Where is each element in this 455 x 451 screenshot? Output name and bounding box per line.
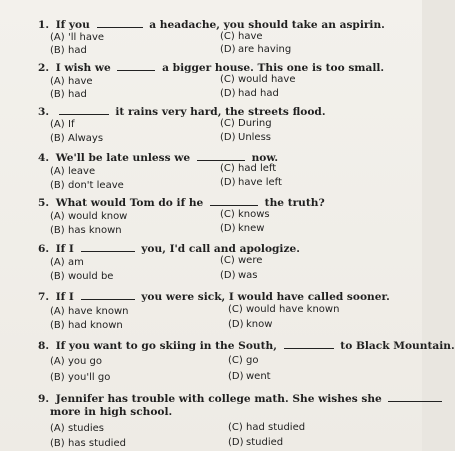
stem-before-blank: I wish we <box>55 62 111 74</box>
stem-after-blank: to Black Mountain. <box>340 340 455 352</box>
answer-blank[interactable] <box>81 241 135 252</box>
answer-blank[interactable] <box>388 391 442 402</box>
question-number: 5. <box>38 197 50 209</box>
option-c[interactable]: (C) had left <box>220 163 277 174</box>
option-d-text: are having <box>238 44 292 55</box>
option-c-text: knows <box>238 209 270 220</box>
option-b[interactable]: (B) has studied <box>50 438 126 449</box>
option-b[interactable]: (B) had <box>50 89 87 100</box>
stem-after-blank: a headache, you should take an aspirin. <box>149 19 385 31</box>
option-b[interactable]: (B) had <box>50 45 87 56</box>
option-a-text: 'll have <box>68 32 105 43</box>
option-d[interactable]: (D) have left <box>220 177 282 188</box>
option-c-text: were <box>238 255 263 266</box>
option-b[interactable]: (B) Always <box>50 133 104 144</box>
question-number: 1. <box>38 19 50 31</box>
question-number: 2. <box>38 62 50 74</box>
option-d[interactable]: (D) went <box>228 371 271 382</box>
answer-blank[interactable] <box>197 150 245 161</box>
option-c[interactable]: (C) were <box>220 255 263 266</box>
stem-before-blank: If you want to go skiing in the South, <box>55 340 277 352</box>
option-b[interactable]: (B) you'll go <box>50 372 111 383</box>
stem-after-blank: you, I'd call and apologize. <box>141 243 300 255</box>
stem-before-blank: What would Tom do if he <box>55 197 204 209</box>
option-a-text: have known <box>68 306 129 317</box>
question-number: 4. <box>38 152 50 164</box>
option-d[interactable]: (D) knew <box>220 223 265 234</box>
answer-blank[interactable] <box>117 60 155 71</box>
option-b-text: had <box>68 45 87 56</box>
stem-after-blank: a bigger house. This one is too small. <box>162 62 385 74</box>
stem-before-blank: If I <box>55 291 74 303</box>
option-a[interactable]: (A) 'll have <box>50 32 105 43</box>
answer-blank[interactable] <box>97 17 143 28</box>
option-a[interactable]: (A) have known <box>50 306 129 317</box>
option-a-text: you go <box>68 356 103 367</box>
option-d-text: was <box>238 270 258 281</box>
option-b-text: has known <box>68 225 122 236</box>
option-b-text: don't leave <box>68 180 124 191</box>
option-a[interactable]: (A) am <box>50 257 84 268</box>
option-c-text: During <box>238 118 272 129</box>
question-number: 6. <box>38 243 50 255</box>
stem-after-blank: it rains very hard, the streets flood. <box>115 106 326 118</box>
option-d-text: went <box>246 371 271 382</box>
option-c-text: had studied <box>246 422 306 433</box>
answer-blank[interactable] <box>59 104 109 115</box>
answer-blank[interactable] <box>284 338 334 349</box>
option-d-text: have left <box>238 177 282 188</box>
option-a-text: If <box>68 119 75 130</box>
stem-before-blank: Jennifer has trouble with college math. She wishes she <box>55 393 382 405</box>
option-c[interactable]: (C) would have <box>220 74 296 85</box>
option-c-text: go <box>246 355 259 366</box>
option-b[interactable]: (B) has known <box>50 225 122 236</box>
option-a-text: would know <box>68 211 128 222</box>
option-b-text: had known <box>68 320 123 331</box>
option-c[interactable]: (C) go <box>228 355 259 366</box>
option-a[interactable]: (A) studies <box>50 423 104 434</box>
option-a-text: am <box>68 257 84 268</box>
option-d[interactable]: (D) Unless <box>220 132 272 143</box>
option-d-text: know <box>246 319 273 330</box>
option-d[interactable]: (D) was <box>220 270 258 281</box>
stem-after-blank: more in high school. <box>50 406 173 418</box>
option-b-text: you'll go <box>68 372 111 383</box>
stem-after-blank: the truth? <box>264 197 325 209</box>
option-a[interactable]: (A) would know <box>50 211 128 222</box>
stem-before-blank: We'll be late unless we <box>55 152 191 164</box>
question-stem <box>38 241 414 256</box>
option-c-text: would have known <box>246 304 340 315</box>
option-b-text: has studied <box>68 438 126 449</box>
option-c[interactable]: (C) During <box>220 118 272 129</box>
option-a-text: have <box>68 76 93 87</box>
option-d-text: Unless <box>238 132 272 143</box>
option-b-text: Always <box>68 133 104 144</box>
option-d-text: had had <box>238 88 279 99</box>
question-number: 7. <box>38 291 50 303</box>
question-stem-continued <box>50 405 414 419</box>
option-b[interactable]: (B) don't leave <box>50 180 124 191</box>
option-b[interactable]: (B) would be <box>50 271 114 282</box>
option-d-text: knew <box>238 223 265 234</box>
option-a-text: studies <box>68 423 104 434</box>
option-c[interactable]: (C) knows <box>220 209 270 220</box>
question-stem <box>38 60 414 75</box>
option-a[interactable]: (A) If <box>50 119 75 130</box>
stem-after-blank: now. <box>251 152 279 164</box>
option-d[interactable]: (D) studied <box>228 437 284 448</box>
question-number: 8. <box>38 340 50 352</box>
option-d[interactable]: (D) are having <box>220 44 292 55</box>
option-a[interactable]: (A) you go <box>50 356 103 367</box>
option-c-text: have <box>238 31 263 42</box>
question-number: 3. <box>38 106 50 118</box>
stem-before-blank: If you <box>55 19 90 31</box>
question-stem <box>38 104 414 119</box>
option-a[interactable]: (A) leave <box>50 166 96 177</box>
option-c[interactable]: (C) had studied <box>228 422 306 433</box>
question-stem <box>38 195 414 210</box>
question-stem <box>38 391 414 406</box>
option-b-text: would be <box>68 271 114 282</box>
option-c-text: had left <box>238 163 277 174</box>
question-number: 9. <box>38 393 50 405</box>
option-d-text: studied <box>246 437 284 448</box>
option-d[interactable]: (D) know <box>228 319 273 330</box>
option-d[interactable]: (D) had had <box>220 88 279 99</box>
answer-blank[interactable] <box>210 195 258 206</box>
option-b[interactable]: (B) had known <box>50 320 123 331</box>
question-stem <box>38 289 414 304</box>
option-c[interactable]: (C) would have known <box>228 304 340 315</box>
option-c-text: would have <box>238 74 296 85</box>
option-a-text: leave <box>68 166 96 177</box>
stem-after-blank: you were sick, I would have called sooner. <box>141 291 390 303</box>
question-stem <box>38 17 414 32</box>
option-c[interactable]: (C) have <box>220 31 263 42</box>
stem-before-blank: If I <box>55 243 74 255</box>
question-stem <box>38 338 455 353</box>
answer-blank[interactable] <box>81 289 135 300</box>
option-b-text: had <box>68 89 87 100</box>
option-a[interactable]: (A) have <box>50 76 93 87</box>
